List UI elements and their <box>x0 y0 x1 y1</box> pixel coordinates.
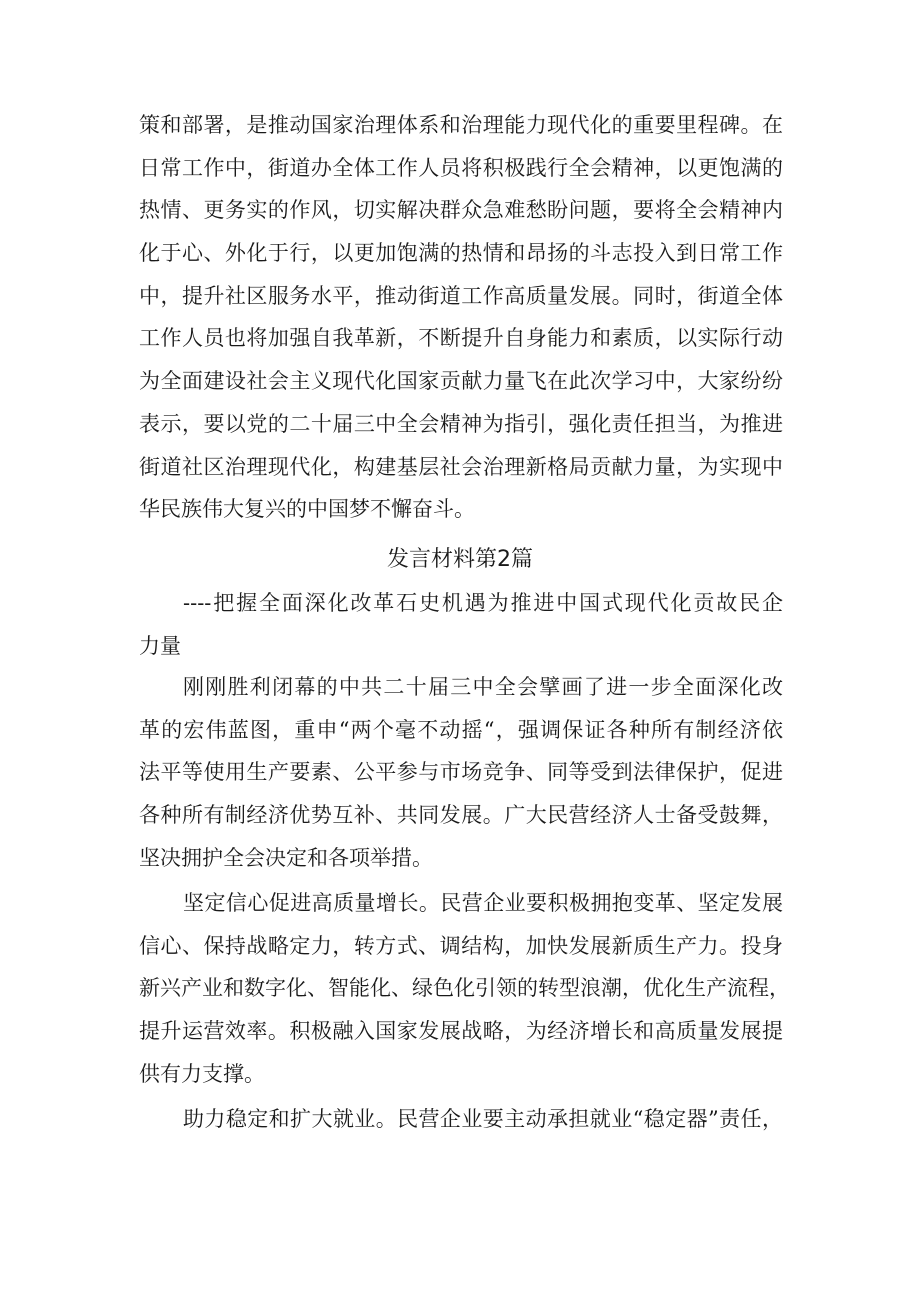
paragraph-3 <box>139 1098 783 1141</box>
text-line: 化于心、外化于行，以更加饱满的热情和昂扬的斗志投入到日常工作 <box>139 241 783 266</box>
text-line: 坚定信心促进高质量增长。民营企业要积极拥抱变革、坚定发展 <box>183 891 783 915</box>
text-line: 供有力支撑。 <box>139 1061 265 1086</box>
text-line: 新兴产业和数字化、智能化、绿色化引领的转型浪潮，优化生产流程， <box>139 976 790 1001</box>
text-line: 为全面建设社会主义现代化国家贡献力量飞在此次学习中，大家纷纷 <box>139 369 783 394</box>
text-line: 中，提升社区服务水平，推动街道工作高质量发展。同时，街道全体 <box>139 283 783 308</box>
text-line: 华民族伟大复兴的中国梦不懈奋斗。 <box>139 497 475 522</box>
paragraph-2 <box>139 882 790 1095</box>
text-line: 工作人员也将加强自我革新，不断提升自身能力和素质，以实际行动 <box>139 326 783 351</box>
text-line: 助力稳定和扩大就业。民营企业要主动承担就业“稳定器”责任， <box>183 1107 783 1131</box>
text-line: 日常工作中，街道办全体工作人员将积极践行全会精神，以更饱满的 <box>139 155 783 180</box>
text-line: 表示，要以党的二十届三中全会精神为指引，强化责任担当，为推进 <box>139 411 783 436</box>
section-subtitle <box>139 582 783 667</box>
text-line: 各种所有制经济优势互补、共同发展。广大民营经济人士备受鼓舞， <box>139 803 783 828</box>
text-line: 刚刚胜利闭幕的中共二十届三中全会擘画了进一步全面深化改 <box>183 675 783 699</box>
section-heading: 发言材料第2篇 <box>387 547 533 572</box>
text-line: 信心、保持战略定力，转方式、调结构，加快发展新质生产力。投身 <box>139 933 783 958</box>
text-line: 坚决拥护全会决定和各项举措。 <box>139 845 433 870</box>
text-line: 街道社区治理现代化，构建基层社会治理新格局贡献力量，为实现中 <box>139 454 783 479</box>
text-line: 法平等使用生产要素、公平参与市场竞争、同等受到法律保护，促进 <box>139 760 783 785</box>
text-line: 革的宏伟蓝图，重申“两个毫不动摇“，强调保证各种所有制经济依 <box>139 717 783 742</box>
paragraph-continued <box>139 104 783 531</box>
text-line: 提升运营效率。积极融入国家发展战略，为经济增长和高质量发展提 <box>139 1019 783 1044</box>
text-line: 力量 <box>139 633 181 658</box>
text-line: ----把握全面深化改革石史机遇为推进中国式现代化贡故民企 <box>183 591 783 615</box>
paragraph-1 <box>139 666 783 879</box>
text-line: 策和部署，是推动国家治理体系和治理能力现代化的重要里程碑。在 <box>139 113 783 137</box>
text-line: 热情、更务实的作风，切实解决群众急难愁盼问题，要将全会精神内 <box>139 198 783 223</box>
